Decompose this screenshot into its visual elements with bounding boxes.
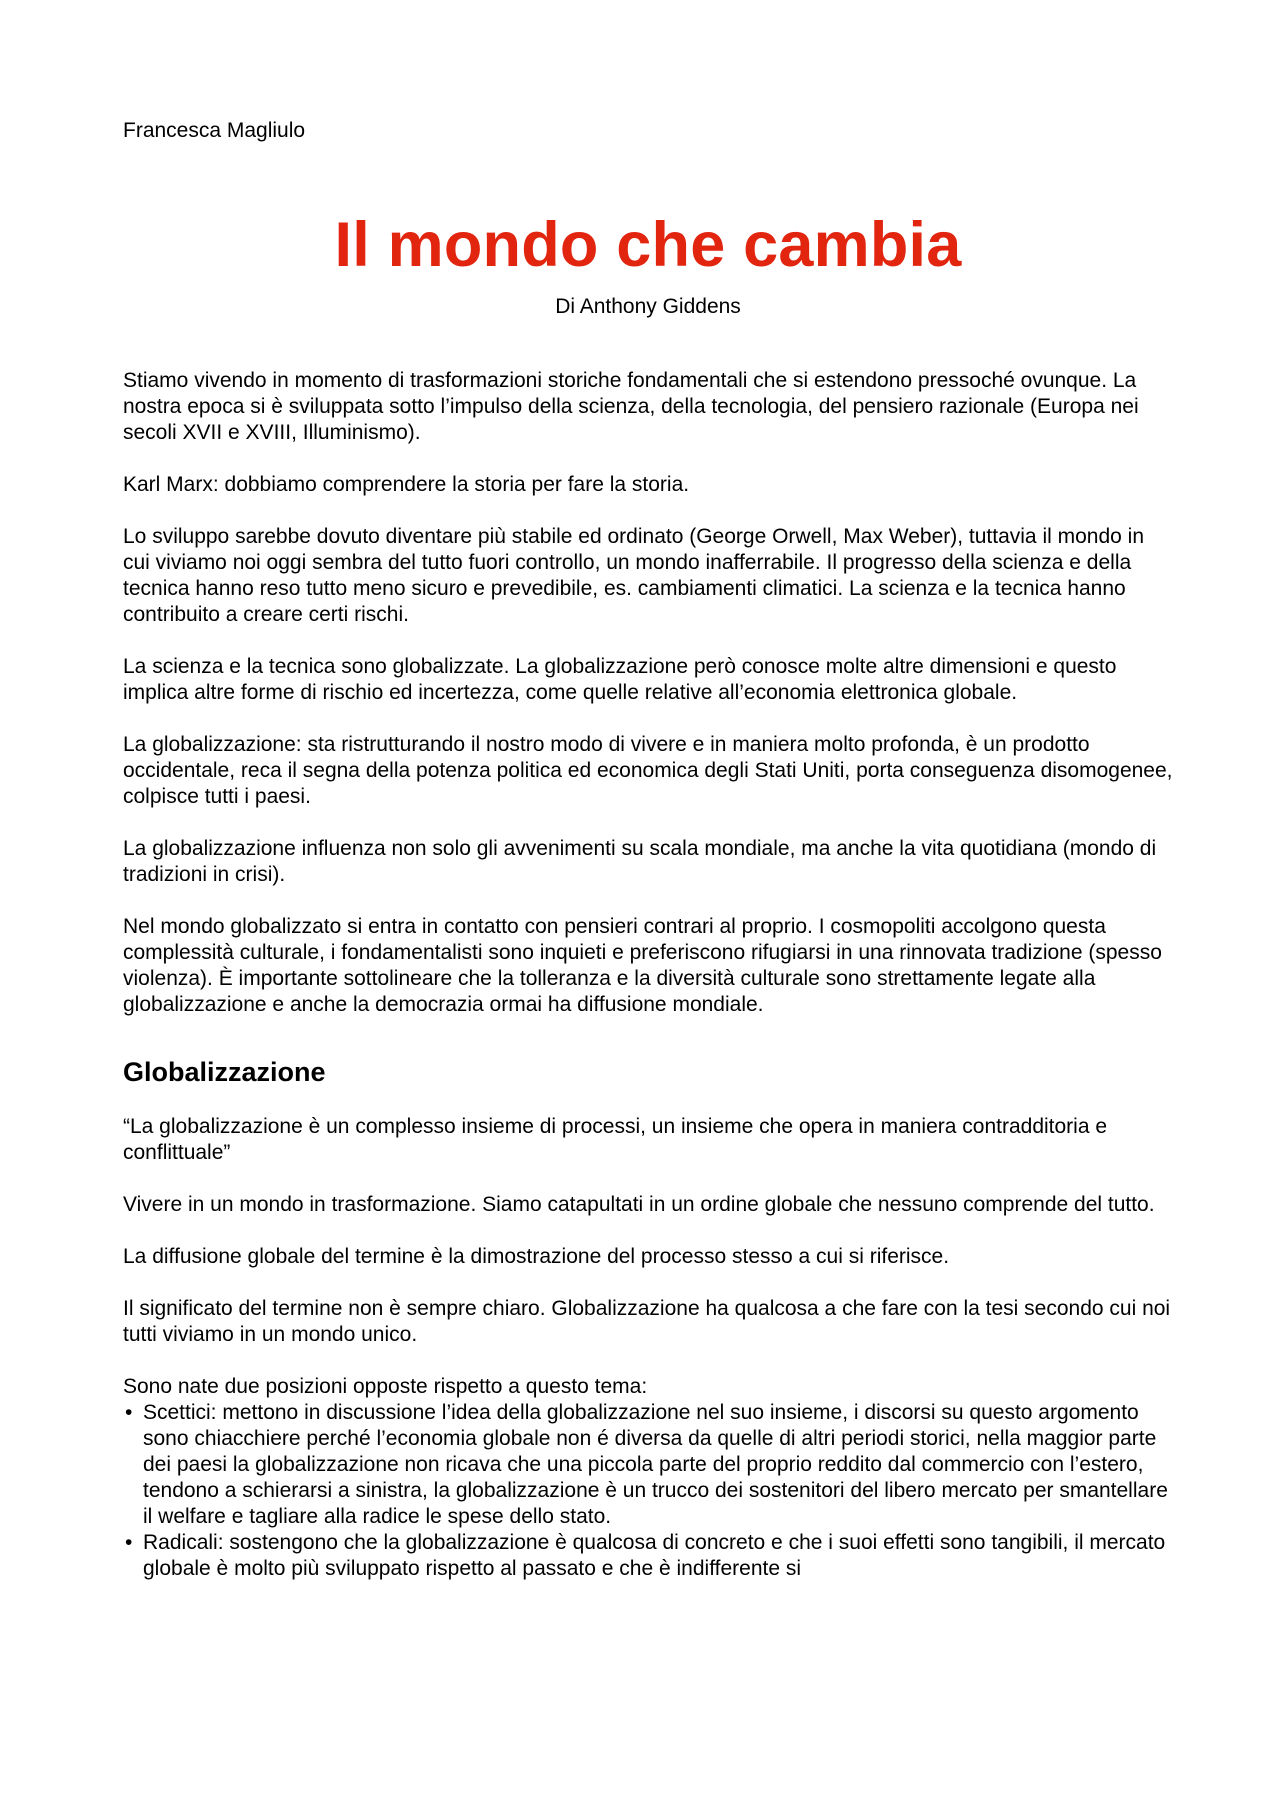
paragraph: Vivere in un mondo in trasformazione. Siamo catapultati in un ordine globale che nessuno comprende del tutto. [123,1193,1155,1216]
paragraph: La diffusione globale del termine è la dimostrazione del processo stesso a cui si riferisce. [123,1245,950,1268]
section-heading: Globalizzazione [123,1057,326,1087]
paragraph: Stiamo vivendo in momento di trasformazioni storiche fondamentali che si estendono pressoché ovunque. La nostra epoca si è sviluppata sotto l’impulso della scienza, della tecnologia, del pensiero razionale (Europa nei secoli XVII e XVIII, Illuminismo). [123,369,1139,444]
bullet-icon: • [125,1531,133,1554]
list-intro: Sono nate due posizioni opposte rispetto a questo tema: [123,1375,648,1398]
paragraph: Nel mondo globalizzato si entra in contatto con pensieri contrari al proprio. I cosmopoliti accolgono questa complessità culturale, i fondamentalisti sono inquieti e preferiscono rifugiarsi in una rinnovata tradizione (spesso violenza). È importante sottolineare che la tolleranza e la diversità culturale sono strettamente legate alla globalizzazione e anche la democrazia ormai ha diffusione mondiale. [123,915,1162,1016]
document-title: Il mondo che cambia [334,210,962,280]
bullet-icon: • [125,1401,133,1424]
paragraph: Il significato del termine non è sempre chiaro. Globalizzazione ha qualcosa a che fare con la tesi secondo cui noi tutti viviamo in un mondo unico. [123,1297,1171,1346]
author-name: Francesca Magliulo [123,119,306,142]
list-item-text: Scettici: mettono in discussione l’idea della globalizzazione nel suo insieme, i discorsi su questo argomento sono chiacchiere perché l’economia globale non é diversa da quelle di altri periodi storici, nella maggior parte dei paesi la globalizzazione non ricava che una piccola parte del proprio reddito dal commercio con l’estero, tendono a schierarsi a sinistra, la globalizzazione è un trucco dei sostenitori del libero mercato per smantellare il welfare e tagliare alla radice le spese dello stato. [143,1401,1168,1528]
quote-paragraph: “La globalizzazione è un complesso insieme di processi, un insieme che opera in maniera contradditoria e conflittuale” [123,1115,1108,1164]
list-item [123,1400,1173,1530]
positions-list [123,1400,1173,1582]
list-item-text: Radicali: sostengono che la globalizzazione è qualcosa di concreto e che i suoi effetti sono tangibili, il mercato globale è molto più sviluppato rispetto al passato e che è indifferente si [143,1531,1166,1580]
intro-section [123,368,1173,1018]
paragraph: La scienza e la tecnica sono globalizzate. La globalizzazione però conosce molte altre dimensioni e questo implica altre forme di rischio ed incertezza, come quelle relative all’economia elettronica globale. [123,655,1117,704]
paragraph: Karl Marx: dobbiamo comprendere la storia per fare la storia. [123,473,690,496]
document-subtitle: Di Anthony Giddens [555,295,741,318]
list-item [123,1530,1173,1582]
paragraph: La globalizzazione influenza non solo gli avvenimenti su scala mondiale, ma anche la vita quotidiana (mondo di tradizioni in crisi). [123,837,1157,886]
document-page [123,118,1173,1582]
paragraph: Lo sviluppo sarebbe dovuto diventare più stabile ed ordinato (George Orwell, Max Weber), tuttavia il mondo in cui viviamo noi oggi sembra del tutto fuori controllo, un mondo inafferrabile. Il progresso della scienza e della tecnica hanno reso tutto meno sicuro e prevedibile, es. cambiamenti climatici. La scienza e la tecnica hanno contribuito a creare certi rischi. [123,525,1145,626]
globalizzazione-section [123,1056,1173,1582]
paragraph: La globalizzazione: sta ristrutturando il nostro modo di vivere e in maniera molto profonda, è un prodotto occidentale, reca il segna della potenza politica ed economica degli Stati Uniti, porta conseguenza disomogenee, colpisce tutti i paesi. [123,733,1173,808]
